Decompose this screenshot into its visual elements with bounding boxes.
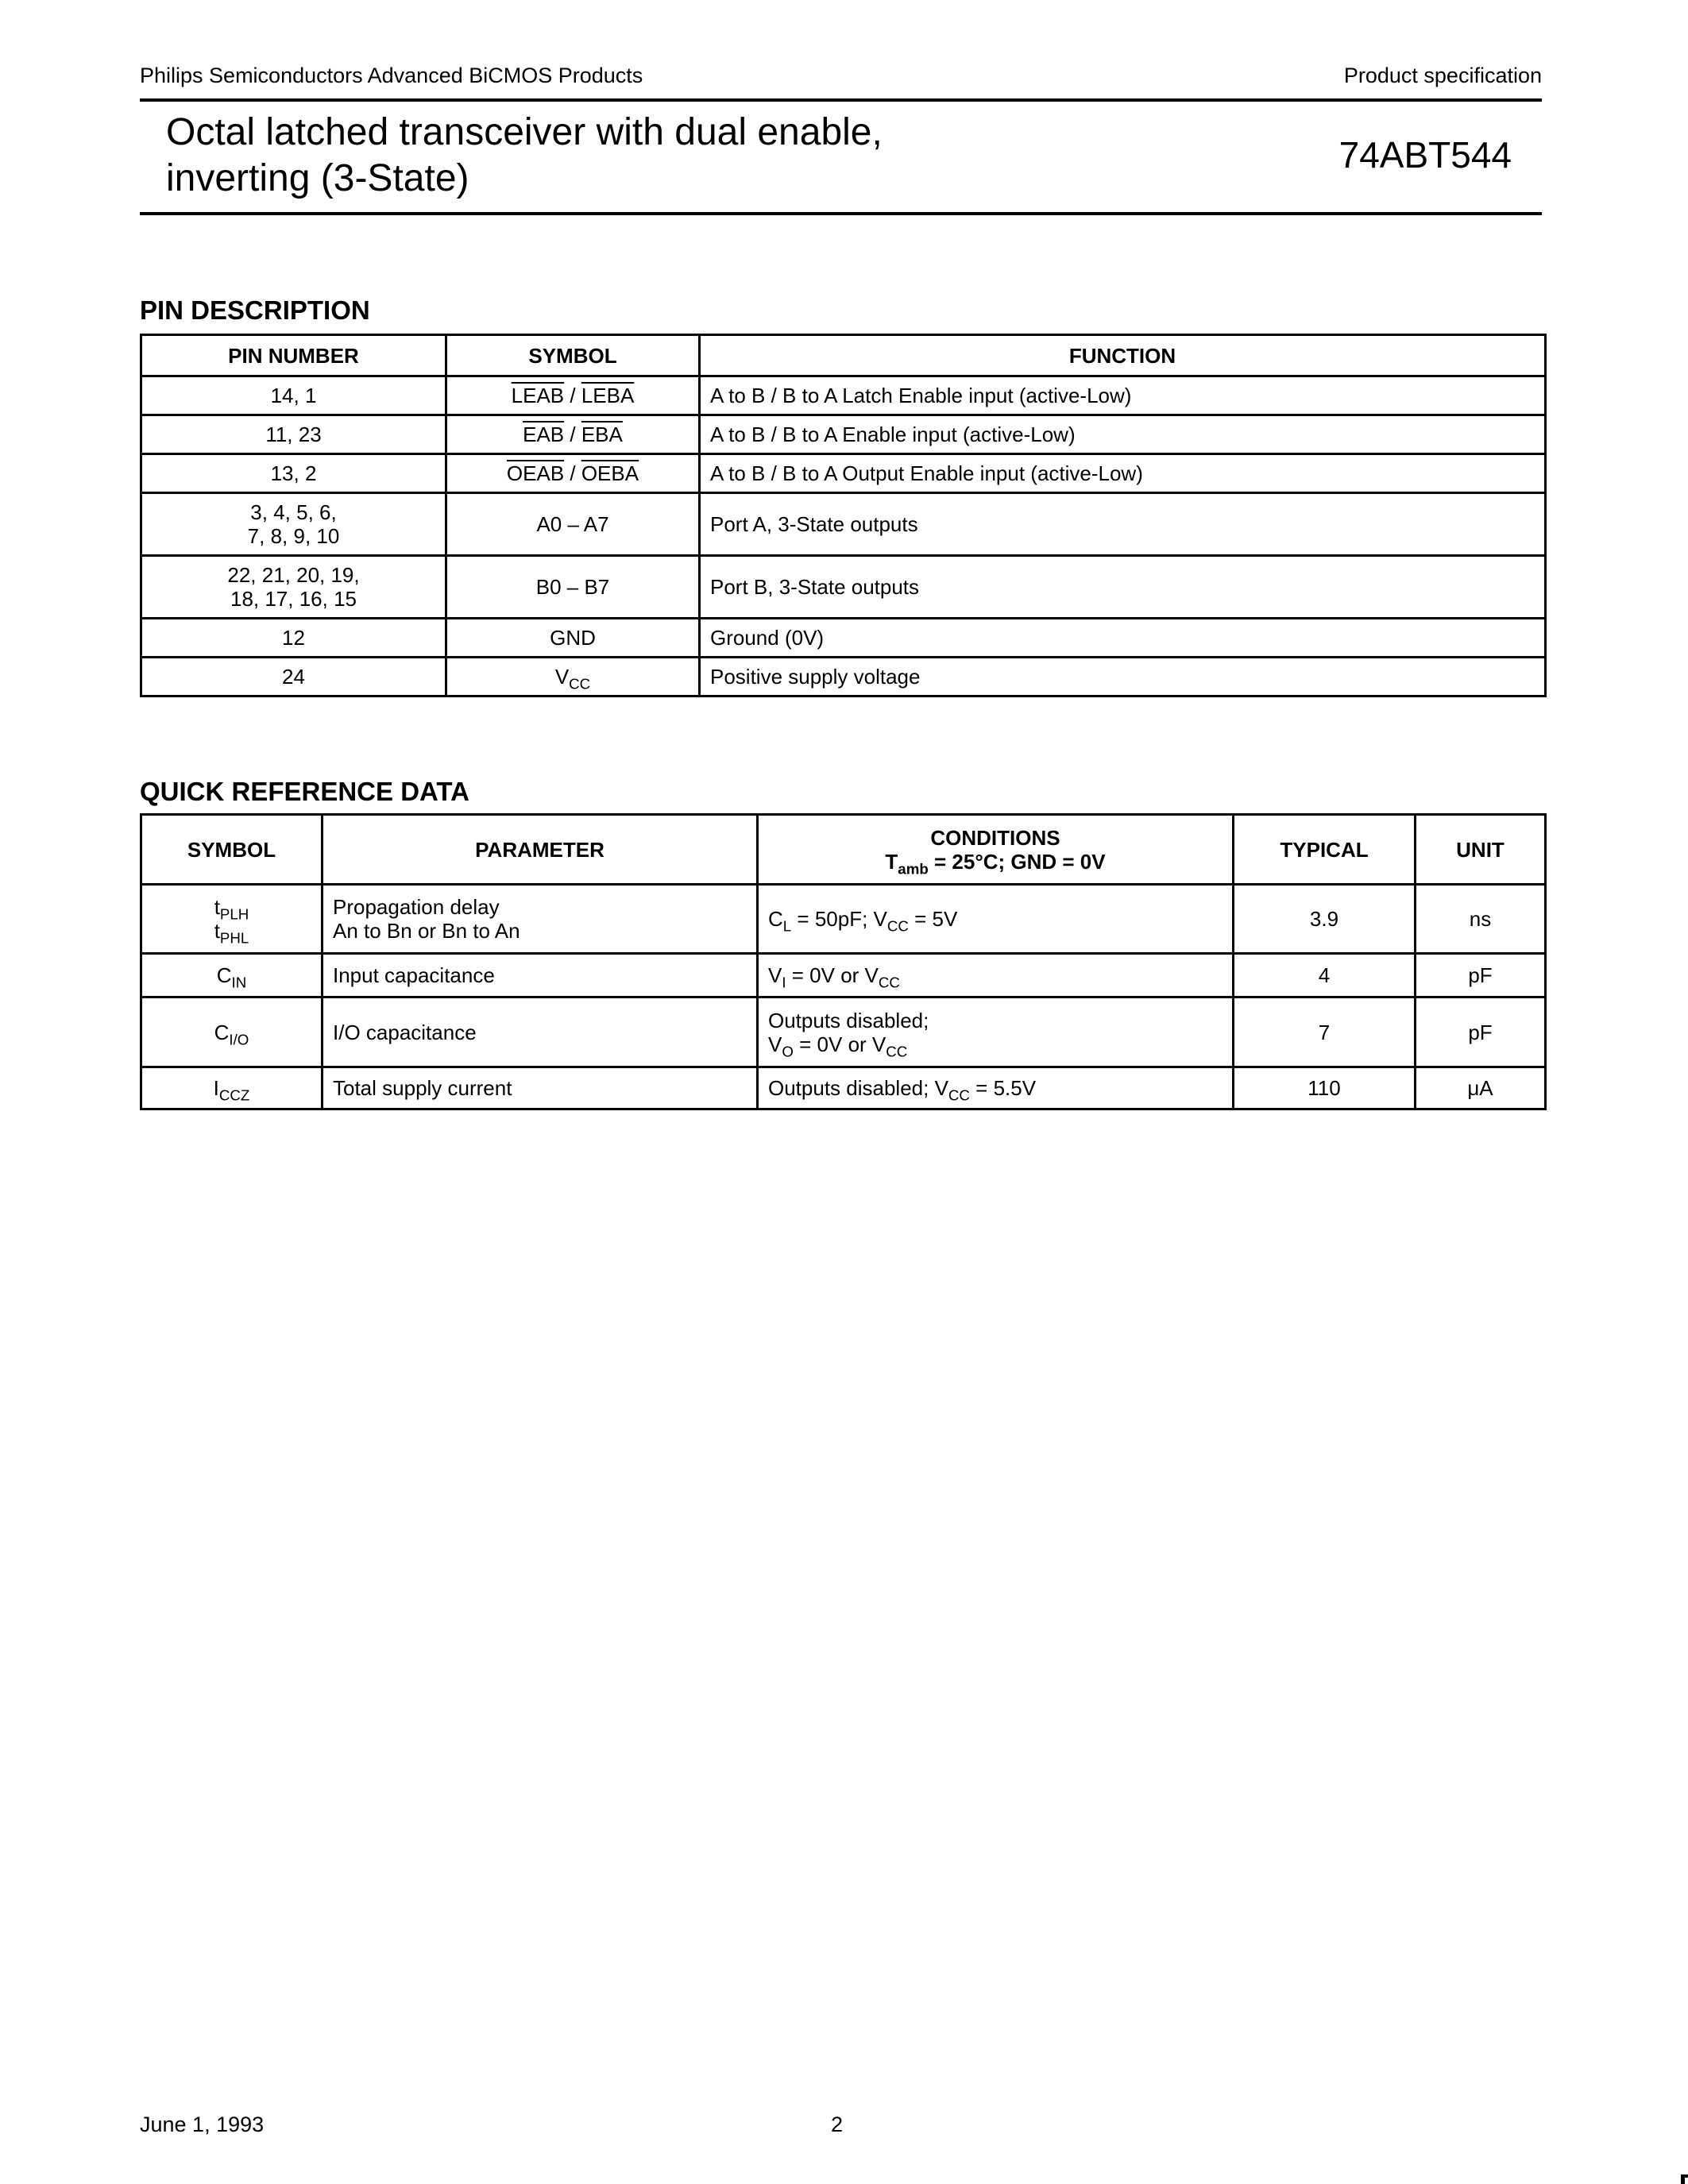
pin-line-2: 18, 17, 16, 15 [230, 587, 357, 611]
symbol-b: OEBA [581, 461, 639, 485]
symbol-a: LEAB [511, 384, 565, 407]
parameter-line-1: Propagation delay [333, 895, 500, 919]
conditions-t-sub: amb [898, 860, 929, 878]
col-unit: UNIT [1416, 815, 1546, 885]
symbol-sep: / [564, 461, 581, 485]
symbol-main: t [214, 895, 220, 919]
cond-c: C [768, 907, 783, 931]
cond-end: = 5.5V [969, 1076, 1037, 1100]
conditions-cell [758, 1067, 1234, 1109]
conditions-cell [758, 885, 1234, 954]
typical-cell: 110 [1234, 1067, 1416, 1109]
table-row [141, 619, 1546, 658]
col-function: FUNCTION [700, 335, 1546, 376]
symbol-sub: CC [569, 675, 591, 693]
cond-mid: = 0V or V [786, 963, 879, 987]
unit-cell: ns [1416, 885, 1546, 954]
header-rule-bottom [140, 212, 1542, 215]
page-number: 2 [831, 2113, 844, 2136]
quick-reference-table [140, 813, 1547, 1110]
symbol-a: OEAB [506, 461, 565, 485]
symbol-main: V [554, 665, 570, 689]
symbol-line-1 [152, 895, 311, 923]
function-cell: A to B / B to A Enable input (active-Low) [700, 415, 1546, 454]
conditions-t: T [885, 849, 898, 874]
pin-description-title: PIN DESCRIPTION [140, 295, 370, 325]
symbol-a: $\overline{EAB}$ [523, 423, 565, 446]
cond-v-sub: O [782, 1043, 794, 1060]
parameter-line-2: An to Bn or Bn to An [333, 919, 520, 943]
table-row [141, 658, 1546, 696]
company-line: Philips Semiconductors Advanced BiCMOS Products [140, 64, 643, 87]
symbol-cell [446, 556, 700, 619]
symbol-cell [141, 1067, 323, 1109]
parameter-cell: Total supply current [323, 1067, 758, 1109]
col-conditions [758, 815, 1234, 885]
typical-cell: 3.9 [1234, 885, 1416, 954]
symbol-line-2 [152, 919, 311, 947]
cond-end: = 5V [908, 907, 958, 931]
title-line-2: inverting (3-State) [166, 157, 469, 199]
pin-description-table [140, 334, 1547, 697]
function-cell: Port B, 3-State outputs [700, 556, 1546, 619]
conditions-rest: = 25°C; GND = 0V [928, 849, 1106, 874]
cond-pre: Outputs disabled; V [768, 1076, 948, 1100]
symbol-sep: / [564, 423, 581, 446]
conditions-subtitle [768, 849, 1223, 878]
symbol-sub: PHL [219, 929, 249, 947]
col-parameter: PARAMETER [323, 815, 758, 885]
table-row [141, 376, 1546, 415]
symbol-cell [446, 415, 700, 454]
conditions-title: CONDITIONS [930, 825, 1060, 850]
page-title [166, 110, 883, 202]
symbol-cell [141, 885, 323, 954]
symbol-text: A0 – A7 [536, 512, 609, 536]
symbol-main: t [214, 919, 220, 943]
crop-mark [1681, 2174, 1688, 2178]
footer-date: June 1, 1993 [140, 2113, 265, 2136]
col-symbol: SYMBOL [446, 335, 700, 376]
pin-cell: 14, 1 [141, 376, 446, 415]
table-row [141, 885, 1546, 954]
table-row [141, 997, 1546, 1067]
col-pin-number: PIN NUMBER [141, 335, 446, 376]
unit-cell: μA [1416, 1067, 1546, 1109]
part-number: 74ABT544 [1338, 134, 1512, 176]
parameter-cell: Input capacitance [323, 954, 758, 997]
typical-cell: 7 [1234, 997, 1416, 1067]
table-row [141, 1067, 1546, 1109]
symbol-main: C [216, 963, 232, 987]
pin-cell: 11, 23 [141, 415, 446, 454]
cond-line-2 [768, 1032, 1223, 1060]
cond-v-sub: CC [886, 917, 909, 935]
pin-cell [141, 493, 446, 556]
quick-reference-title: QUICK REFERENCE DATA [140, 777, 469, 806]
cond-v2-sub: CC [878, 974, 900, 991]
pin-cell: 24 [141, 658, 446, 696]
table-header-row [141, 335, 1546, 376]
unit-cell: pF [1416, 997, 1546, 1067]
parameter-cell [323, 885, 758, 954]
symbol-main: C [214, 1020, 230, 1044]
cond-v: V [768, 963, 782, 987]
cond-mid: = 50pF; V [791, 907, 887, 931]
parameter-cell: I/O capacitance [323, 997, 758, 1067]
pin-cell: 12 [141, 619, 446, 658]
pin-cell [141, 556, 446, 619]
cond-c-sub: L [782, 917, 792, 935]
symbol-sub: PLH [219, 905, 249, 923]
table-row [141, 454, 1546, 493]
symbol-cell [141, 954, 323, 997]
symbol-cell [446, 376, 700, 415]
col-typical: TYPICAL [1234, 815, 1416, 885]
cond-v-sub: I [782, 974, 786, 991]
symbol-cell [446, 493, 700, 556]
col-symbol: SYMBOL [141, 815, 323, 885]
conditions-cell [758, 954, 1234, 997]
conditions-cell [758, 997, 1234, 1067]
symbol-text: B0 – B7 [535, 575, 610, 599]
table-row [141, 556, 1546, 619]
cond-line-1: Outputs disabled; [768, 1008, 929, 1032]
symbol-b: LEBA [581, 384, 635, 407]
symbol-sub: I/O [229, 1031, 249, 1048]
cond-v: V [768, 1032, 782, 1056]
pin-line-1: 22, 21, 20, 19, [227, 563, 360, 587]
symbol-cell [141, 997, 323, 1067]
symbol-cell: GND [446, 619, 700, 658]
pin-line-1: 3, 4, 5, 6, [250, 500, 337, 524]
function-cell: Positive supply voltage [700, 658, 1546, 696]
header-rule-top [140, 98, 1542, 102]
table-header-row [141, 815, 1546, 885]
pin-line-2: 7, 8, 9, 10 [247, 524, 340, 548]
symbol-cell [446, 454, 700, 493]
table-row [141, 415, 1546, 454]
table-row [141, 954, 1546, 997]
table-row [141, 493, 1546, 556]
title-line-1: Octal latched transceiver with dual enable, [166, 111, 883, 153]
unit-cell: pF [1416, 954, 1546, 997]
cond-v2-sub: CC [886, 1043, 908, 1060]
cond-v-sub: CC [948, 1086, 970, 1104]
function-cell: A to B / B to A Output Enable input (active-Low) [700, 454, 1546, 493]
symbol-sep: / [564, 384, 581, 407]
function-cell: Port A, 3-State outputs [700, 493, 1546, 556]
symbol-b: $\overline{EBA}$ [581, 423, 623, 446]
symbol-sub: IN [231, 974, 247, 991]
symbol-main: I [213, 1076, 219, 1100]
symbol-sub: CCZ [218, 1086, 250, 1104]
symbol-cell [446, 658, 700, 696]
function-cell: Ground (0V) [700, 619, 1546, 658]
typical-cell: 4 [1234, 954, 1416, 997]
pin-cell: 13, 2 [141, 454, 446, 493]
doc-type: Product specification [1343, 64, 1542, 87]
cond-mid: = 0V or V [793, 1032, 886, 1056]
function-cell: A to B / B to A Latch Enable input (active-Low) [700, 376, 1546, 415]
